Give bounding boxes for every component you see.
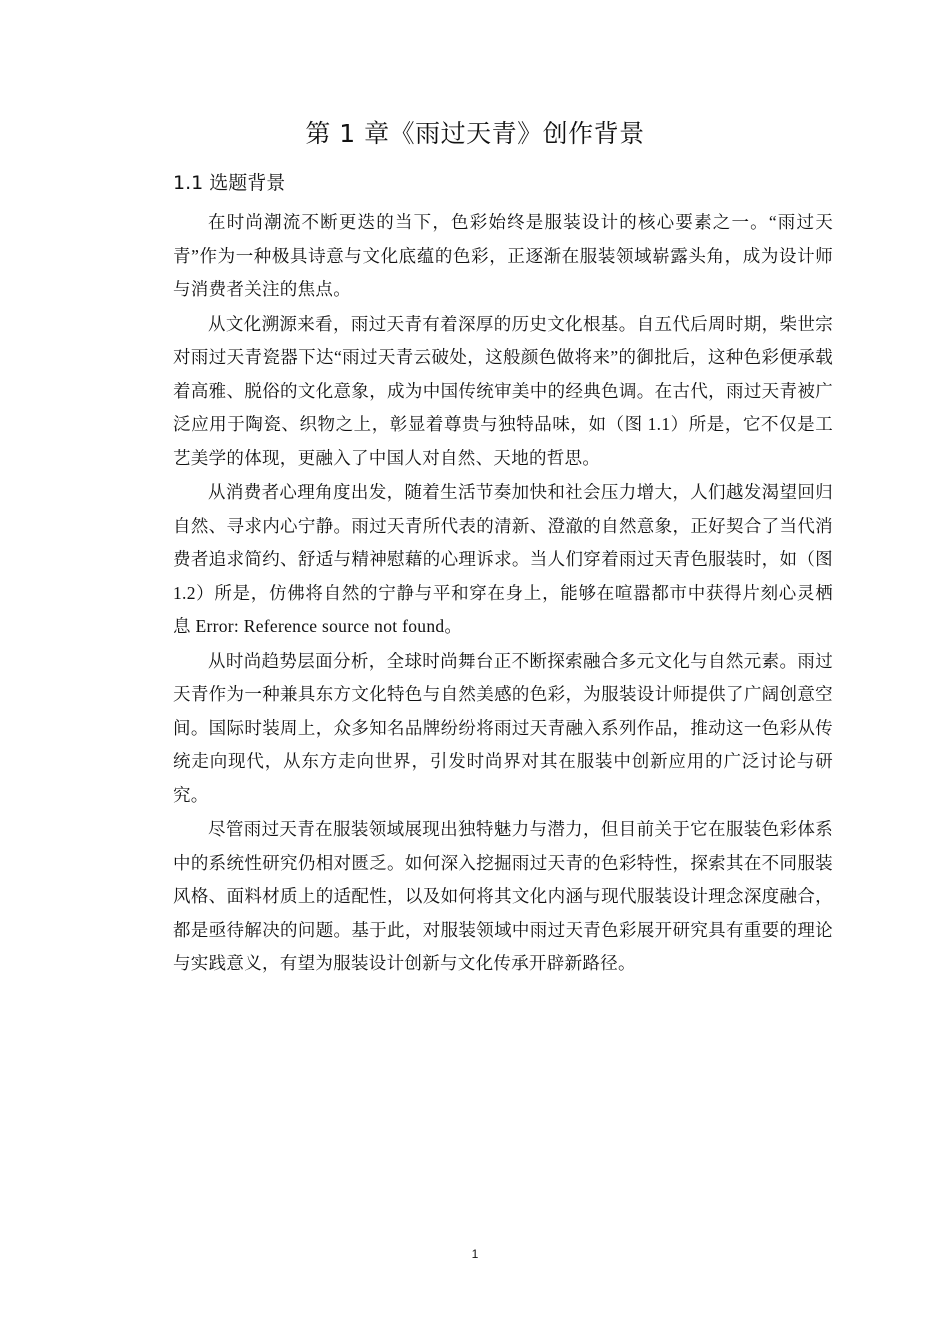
paragraph: 从时尚趋势层面分析，全球时尚舞台正不断探索融合多元文化与自然元素。雨过天青作为一种兼具东方文化特色与自然美感的色彩，为服装设计师提供了广阔创意空间。国际时装周上，众多知名品牌纷纷将雨过天青融入系列作品，推动这一色彩从传统走向现代，从东方走向世界，引发时尚界对其在服装中创新应用的广泛讨论与研究。: [173, 650, 833, 805]
paragraph: 从文化溯源来看，雨过天青有着深厚的历史文化根基。自五代后周时期，柴世宗对雨过天青瓷器下达“雨过天青云破处，这般颜色做将来”的御批后，这种色彩便承载着高雅、脱俗的文化意象，成为中国传统审美中的经典色调。在古代，雨过天青被广泛应用于陶瓷、织物之上，彰显着尊贵与独特品味，如（图 1.1）所是，它不仅是工艺美学的体现，更融入了中国人对自然、天地的哲思。: [173, 313, 833, 468]
page-number: 1: [471, 1247, 479, 1261]
paragraph: 从消费者心理角度出发，随着生活节奏加快和社会压力增大，人们越发渴望回归自然、寻求内心宁静。雨过天青所代表的清新、澄澈的自然意象，正好契合了当代消费者追求简约、舒适与精神慰藉的心理诉求。当人们穿着雨过天青色服装时，如（图 1.2）所是，仿佛将自然的宁静与平和穿在身上，能够在喧嚣都市中获得片刻心灵栖息 Error: Reference source not found。: [173, 482, 833, 636]
paragraph: 在时尚潮流不断更迭的当下，色彩始终是服装设计的核心要素之一。“雨过天青”作为一种极具诗意与文化底蕴的色彩，正逐渐在服装领域崭露头角，成为设计师与消费者关注的焦点。: [173, 212, 833, 299]
section-title: 1.1 选题背景: [173, 172, 286, 194]
chapter-title: 第 1 章《雨过天青》创作背景: [305, 119, 645, 148]
body-text: [173, 206, 833, 982]
paragraph: 尽管雨过天青在服装领域展现出独特魅力与潜力，但目前关于它在服装色彩体系中的系统性研究仍相对匮乏。如何深入挖掘雨过天青的色彩特性，探索其在不同服装风格、面料材质上的适配性，以及如何将其文化内涵与现代服装设计理念深度融合，都是亟待解决的问题。基于此，对服装领域中雨过天青色彩展开研究具有重要的理论与实践意义，有望为服装设计创新与文化传承开辟新路径。: [173, 819, 833, 973]
